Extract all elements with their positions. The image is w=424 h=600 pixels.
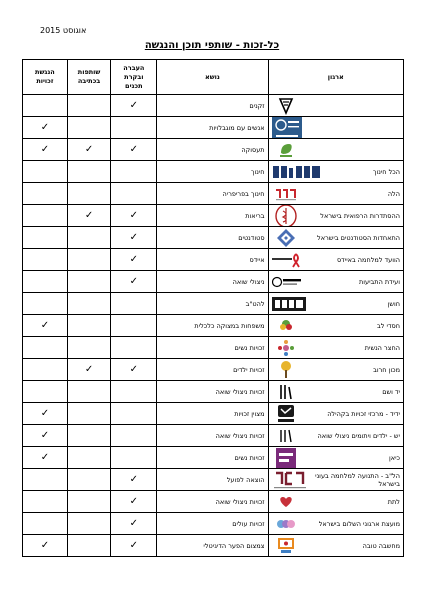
org-cell [268,337,403,359]
transfer-check-cell [111,227,157,249]
aids-committee-logo [272,252,302,268]
partner-check-cell [67,227,111,249]
org-cell [268,513,403,535]
partner-check-cell [67,359,111,381]
access-check-cell [23,337,68,359]
transfer-check-cell [111,337,157,359]
access-check-cell [23,293,68,315]
access-check-cell [23,183,68,205]
transfer-check-cell [111,95,157,117]
topic-cell: זכויות ניצולי שואה [157,381,268,403]
check-mark-icon: ✓ [129,540,138,551]
access-check-cell [23,381,68,403]
ashal-logo [272,98,300,114]
partner-check-cell [67,535,111,557]
table-row [23,249,404,271]
table-row [23,293,404,315]
org-cell [268,381,403,403]
partner-check-cell [67,139,111,161]
org-cell [268,205,403,227]
org-cell [268,117,403,139]
transfer-check-cell [111,359,157,381]
table-row [23,117,404,139]
partner-check-cell [67,513,111,535]
transfer-check-cell [111,381,157,403]
org-cell [268,359,403,381]
org-cell [268,95,403,117]
access-check-cell [23,227,68,249]
check-mark-icon: ✓ [40,408,50,419]
partner-check-cell [67,447,111,469]
partner-check-cell [67,293,111,315]
partner-check-cell [67,183,111,205]
topic-cell: ניצולי שואה [157,271,268,293]
access-check-cell [23,139,68,161]
transfer-check-cell [111,293,157,315]
org-name: מכון חרוב [373,365,400,374]
yesh-logo [272,428,300,444]
medical-association-logo [272,208,300,224]
yedid-logo [272,406,300,422]
topic-cell: זכויות נשים [157,337,268,359]
check-mark-icon: ✓ [40,540,50,551]
check-mark-icon: ✓ [129,210,138,221]
org-cell [268,161,403,183]
table-row [23,469,404,491]
document-date: אוגוסט 2015 [40,26,87,35]
org-name: חושן [387,299,400,308]
table-row [23,359,404,381]
table-row [23,139,404,161]
access-check-cell [23,513,68,535]
topic-cell: זכויות נשים [157,447,268,469]
table-row [23,513,404,535]
womens-yard-logo [272,340,300,356]
access-check-cell [23,447,68,469]
table-row [23,315,404,337]
partner-check-cell [67,95,111,117]
yad-vashem-logo [272,384,300,400]
topic-cell: זכויות ניצולי שואה [157,491,268,513]
check-mark-icon: ✓ [129,276,138,287]
tevet-logo [272,142,300,158]
topic-cell: אנשים עם מוגבלויות [157,117,268,139]
org-cell [268,403,403,425]
access-check-cell [23,425,68,447]
check-mark-icon: ✓ [129,364,138,375]
students-union-logo [272,230,300,246]
check-mark-icon: ✓ [84,210,94,221]
transfer-check-cell [111,205,157,227]
partners-table [22,59,404,557]
topic-cell: תעסוקה [157,139,268,161]
topic-cell: זקנים [157,95,268,117]
access-check-cell [23,117,68,139]
check-mark-icon: ✓ [40,320,50,331]
transfer-check-cell [111,183,157,205]
access-check-cell [23,469,68,491]
kayan-logo [272,450,300,466]
access-check-cell [23,491,68,513]
jdc-israel-logo [272,120,302,136]
org-name: הל"ב - התנועה למלחמה בעוני בישראל [315,471,400,488]
hakol-hinuch-logo [272,164,322,180]
topic-cell: להט"ב [157,293,268,315]
org-name: הוועד למלחמה באיידס [336,255,400,264]
org-cell [268,447,403,469]
check-mark-icon: ✓ [129,518,138,529]
topic-cell: זכויות עולים [157,513,268,535]
check-mark-icon: ✓ [40,144,50,155]
table-row [23,161,404,183]
partner-check-cell [67,381,111,403]
org-cell [268,491,403,513]
transfer-check-cell [111,469,157,491]
partner-check-cell [67,117,111,139]
org-name: מועצת ארגוני השלום בישראל [318,519,400,528]
table-row [23,403,404,425]
org-cell [268,183,403,205]
table-row [23,491,404,513]
topic-cell: הוצאה לפועל [157,469,268,491]
topic-cell: משפחות במצוקה כלכלית [157,315,268,337]
partner-check-cell [67,315,111,337]
access-check-cell [23,271,68,293]
partner-check-cell [67,271,111,293]
partner-check-cell [67,491,111,513]
table-header-row [23,60,404,95]
table-row [23,425,404,447]
column-header-partner: שותפות בכתיבה [67,60,111,95]
org-name: ההסתדרות הרפואית בישראל [320,211,400,220]
table-row [23,381,404,403]
topic-cell: צמצום הפער הדיגיטלי [157,535,268,557]
topic-cell: חינוך [157,161,268,183]
haruv-logo [272,362,300,378]
hoshen-logo [272,296,306,312]
check-mark-icon: ✓ [40,430,50,441]
org-name: לתת [387,497,400,506]
org-name: ידיד - מרכזי זכויות בקהילה [327,409,400,418]
topic-cell: חינוך בפריפריה [157,183,268,205]
transfer-check-cell [111,491,157,513]
column-header-topic: נושא [157,60,268,95]
partner-check-cell [67,161,111,183]
access-check-cell [23,535,68,557]
transfer-check-cell [111,315,157,337]
check-mark-icon: ✓ [84,364,94,375]
check-mark-icon: ✓ [129,496,138,507]
document-title: כל-זכות - שותפי תוכן והנגשה [144,40,280,51]
latet-logo [272,494,300,510]
topic-cell: מצוין זכויות [157,403,268,425]
table-row [23,205,404,227]
org-name: כיאן [388,453,400,462]
partner-check-cell [67,425,111,447]
org-name: הכל חינוך [372,167,400,176]
partner-check-cell [67,337,111,359]
table-row [23,95,404,117]
access-check-cell [23,403,68,425]
access-check-cell [23,315,68,337]
partner-check-cell [67,205,111,227]
transfer-check-cell [111,403,157,425]
org-name: מחשבה טובה [362,541,400,550]
check-mark-icon: ✓ [129,100,138,111]
check-mark-icon: ✓ [129,254,138,265]
hala-logo [272,186,300,202]
transfer-check-cell [111,139,157,161]
check-mark-icon: ✓ [40,122,50,133]
partner-check-cell [67,469,111,491]
partner-check-cell [67,403,111,425]
transfer-check-cell [111,117,157,139]
table-row [23,447,404,469]
check-mark-icon: ✓ [40,452,50,463]
org-cell [268,227,403,249]
table-row [23,337,404,359]
column-header-transfer: העברה ובקרת תכנים [111,60,157,95]
transfer-check-cell [111,271,157,293]
org-name: יש - ילדים ויתומים ניצולי שואה [317,431,400,440]
check-mark-icon: ✓ [129,232,138,243]
org-cell [268,469,403,491]
access-check-cell [23,161,68,183]
transfer-check-cell [111,535,157,557]
transfer-check-cell [111,447,157,469]
org-cell [268,425,403,447]
org-cell [268,271,403,293]
org-name: הלה [387,189,400,198]
access-check-cell [23,95,68,117]
transfer-check-cell [111,425,157,447]
table-row [23,271,404,293]
topic-cell: סטודנטים [157,227,268,249]
org-cell [268,139,403,161]
org-cell [268,315,403,337]
check-mark-icon: ✓ [129,144,138,155]
transfer-check-cell [111,513,157,535]
transfer-check-cell [111,249,157,271]
partner-check-cell [67,249,111,271]
column-header-org: ארגון [268,60,403,95]
topic-cell: בריאות [157,205,268,227]
access-check-cell [23,205,68,227]
table-row [23,535,404,557]
transfer-check-cell [111,161,157,183]
hasdei-lev-logo [272,318,300,334]
topic-cell: זכויות ילדים [157,359,268,381]
table-row [23,227,404,249]
org-name: ועידת התביעות [358,277,400,286]
column-header-access: הנגשת זכויות [23,60,68,95]
table-body [23,95,404,557]
access-check-cell [23,249,68,271]
org-name: החצר הנשית [364,343,400,352]
topic-cell: איידס [157,249,268,271]
check-mark-icon: ✓ [129,474,138,485]
org-cell [268,535,403,557]
org-cell [268,293,403,315]
org-name: חסדי לב [377,321,400,330]
org-name: יד ושם [382,387,400,396]
claims-conference-logo [272,274,302,290]
access-check-cell [23,359,68,381]
halev-logo [272,472,308,488]
machshava-tova-logo [272,538,300,554]
peace-council-logo [272,516,300,532]
org-name: התאחדות הסטודנטים בישראל [317,233,400,242]
check-mark-icon: ✓ [84,144,94,155]
table-row [23,183,404,205]
org-cell [268,249,403,271]
topic-cell: זכויות ניצולי שואה [157,425,268,447]
